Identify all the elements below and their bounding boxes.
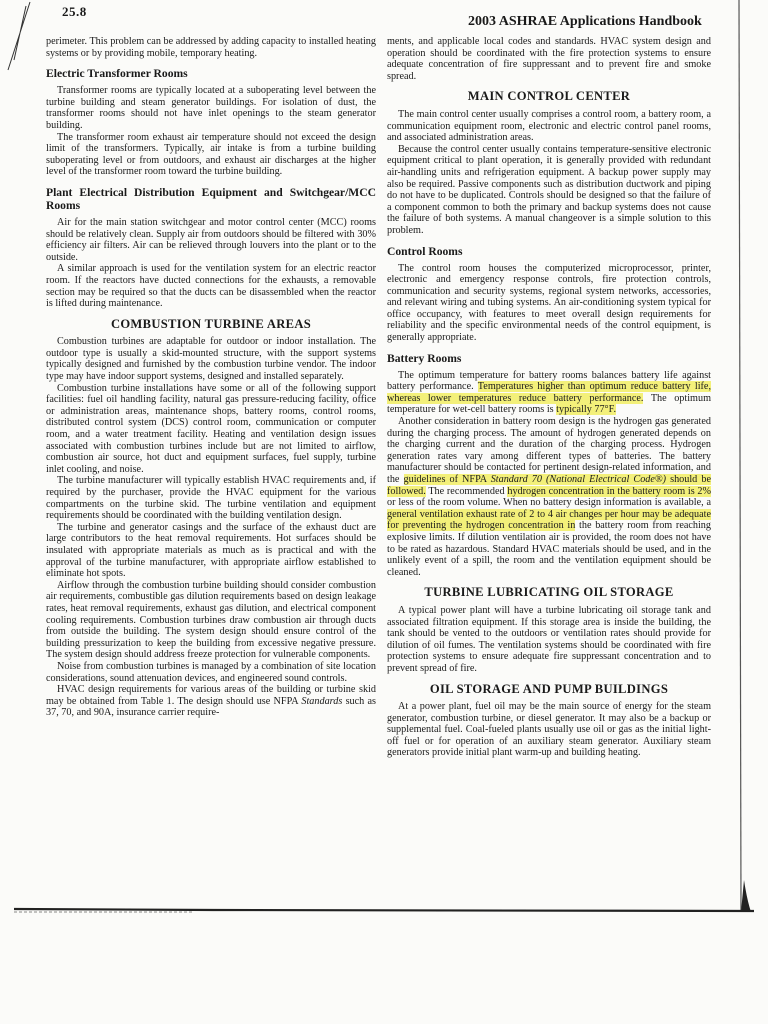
subheading-transformer: Electric Transformer Rooms [46,67,188,81]
text-run: Another consideration in battery room design is the hydrogen gas generated during the charging process. The amount of hydrogen generated depends on the charging current and the duration of the charging process. Hydrogen generation rates vary among different types of batteries. The battery manufacturer should be contacted for pertinent design-related information, and the [387,416,711,485]
paragraph: Noise from combustion turbines is managed by a combination of site location considerations, sound attenuation devices, and engineered sound controls. [46,660,376,684]
paragraph: A typical power plant will have a turbine lubricating oil storage tank and associated filtration equipment. If this storage area is inside the building, the tank should be vented to the outdoors or ventilation rates should provide for dilution of oil fumes. The ventilation systems should be coordinated with fire protection systems to ensure adequate fire suppressant concentration and to prevent spread of fire. [387,604,711,674]
paragraph [46,684,376,719]
highlighted-text-italic: Standard 70 (National Electrical Code®) [490,474,667,485]
paragraph [387,416,711,578]
text-run: The optimum temperature for battery rooms balances battery life against battery performance. [387,369,711,393]
page-edge-shadow [735,0,753,912]
section-heading-main-control: MAIN CONTROL CENTER [467,89,631,104]
highlighted-text: hydrogen concentration in the battery room is 2% [507,485,712,497]
text-run-italic: Standards [301,695,343,707]
text-run: HVAC design requirements for various areas of the building or turbine skid may be obtained from Table 1. The design should use NFPA [46,684,376,707]
highlighted-text: guidelines of NFPA [403,474,491,485]
highlighted-text: Temperatures higher than optimum reduce battery life, whereas lower temperatures reduce battery performance. [387,381,711,404]
paragraph: The turbine manufacturer will typically establish HVAC requirements and, if required by the purchaser, provide the HVAC equipment for the various compartments on the turbine skid. The turbine ventilation and equipment requirements should be coordinated with the building ventilation design. [46,475,376,522]
page-number: 25.8 [62,4,87,19]
text-run: The recommended [425,485,508,497]
paragraph: Transformer rooms are typically located at a suboperating level between the turbine building and steam generator buildings. For isolation of dust, the transformer rooms should not have inlet openings to the steam generator building. [46,85,376,131]
scan-corner-mark [0,0,40,90]
paragraph: Because the control center usually contains temperature-sensitive electronic equipment critical to plant operation, it is generally provided with redundant air-handling units and refrigeration equipment. A backup power supply may also be required. Passive components such as distribution ductwork and piping do not have to be duplicated. Controls should be designed so that the failure of a component common to both the primary and backup systems does not cause the failure of both systems. A manual changeover is a simple solution to this problem. [387,143,711,236]
paragraph: A similar approach is used for the ventilation system for an electric reactor room. If the reactors have ducted connections for the exhausts, a removable section may be required so that the ducts can be disassembled when the reactor is lifted during maintenance. [46,263,376,310]
subheading-control-rooms: Control Rooms [387,244,463,258]
highlighted-text: should be followed. [387,474,711,497]
running-head: 2003 ASHRAE Applications Handbook [468,14,702,29]
paragraph: Air for the main station switchgear and motor control center (MCC) rooms should be relatively clean. Supply air from outdoors should be filtered with 30% efficiency air filters. Air can be relieved through louvers into the plant or to the outside. [46,216,376,263]
section-heading-oil-storage: OIL STORAGE AND PUMP BUILDINGS [429,681,669,696]
text-run: the battery room from reaching explosive limits. If dilution ventilation air is provided, the room does not have to be rated as hazardous. Standard HVAC materials should be used, and in the unlikely event of a spill, the room and the ventilation equipment should be cleaned. [387,520,711,578]
paragraph: Combustion turbines are adaptable for outdoor or indoor installation. The outdoor type is usually a skid-mounted structure, with the support systems typically designed and furnished by the combustion turbine vendor. The indoor type may have indoor support systems, designed and installed separately. [46,336,376,383]
subheading-plant-electrical: Plant Electrical Distribution Equipment and Switchgear/MCC Rooms [46,185,376,212]
highlighted-text: general ventilation exhaust rate of 2 to 4 air changes per hour may be adequate for preventing the hydrogen concentration in [387,508,711,532]
scan-bottom-edge [14,906,754,914]
paragraph: The control room houses the computerized microprocessor, printer, electronic and emergency response controls, fire protection controls, communication and security systems, regional system networks, accessories, and relevant wiring and tubing systems. An air-conditioning system typical for office occupancy, with features to meet overall design requirements for reliability and the specific environmental needs of the control equipment, is generally appropriate. [387,262,711,344]
section-heading-turbine-oil: TURBINE LUBRICATING OIL STORAGE [424,585,674,600]
paragraph: Combustion turbine installations have some or all of the following support facilities: fuel oil handling facility, natural gas pressure-reducing facility, office or administration areas, maintenance shops, battery rooms, control rooms, distributed control system (DCS) control room, communication or computer room, and a water treatment facility. Heating and ventilation design issues associated with combustion turbines include but are not limited to airflow, combustion air source, hot duct and equipment surfaces, fuel supply, turbine inlet cooling, and noise. [46,382,376,475]
paragraph: The main control center usually comprises a control room, a battery room, a communication equipment room, electronic and electric control panel rooms, and associated administration areas. [387,108,711,144]
paragraph: The turbine and generator casings and the surface of the exhaust duct are large contributors to the heat removal requirements. Hot surfaces should be insulated with appropriate materials as much as is practical and with the approval of the turbine manufacturer, with appropriate airflow established to eliminate hot spots. [46,521,376,580]
text-run: such as 37, 70, and 90A, insurance carrier require- [46,695,376,719]
paragraph: ments, and applicable local codes and standards. HVAC system design and operation should be coordinated with the fire protection systems to ensure adequate concentration of fire suppressant and to prevent fire and smoke spread. [387,36,711,82]
subheading-battery-rooms: Battery Rooms [387,351,462,365]
left-column [46,36,376,719]
text-run: The optimum temperature for wet-cell battery rooms is [387,392,712,416]
paragraph: The transformer room exhaust air temperature should not exceed the design limit of the transformers. Typically, air intake is from a turbine building suboperating level or from outdoors, and exhaust air discharges at the higher level of the transformer room toward the turbine building. [46,131,376,178]
section-heading-combustion: COMBUSTION TURBINE AREAS [110,316,312,331]
paragraph: perimeter. This problem can be addressed by adding capacity to installed heating systems or by providing mobile, temporary heating. [46,36,376,59]
paragraph: Airflow through the combustion turbine building should consider combustion air requirements, combustible gas dilution requirements based on design leakage rates, heat removal requirements, exhaust gas dilution, and electrical component cooling requirements. Combustion turbines draw combustion air through ducts from outside the building. The system design should ensure control of the building pressurization to keep the building from excessive negative pressure. The system design should address freeze protection for vulnerable components. [46,579,376,661]
text-run: or less of the room volume. When no battery design information is available, a [387,497,711,509]
paragraph [387,370,711,416]
highlighted-text: typically 77°F. [556,404,617,416]
right-column [387,36,711,759]
paragraph: At a power plant, fuel oil may be the main source of energy for the steam generator, combustion turbine, or diesel generator. It may also be a backup or supplemental fuel. Coal-fueled plants usually use oil or gas as the initial light-off fuel or for operation of an auxiliary steam generator. Auxiliary steam generators provide initial plant warm-up and building heating. [387,701,711,759]
